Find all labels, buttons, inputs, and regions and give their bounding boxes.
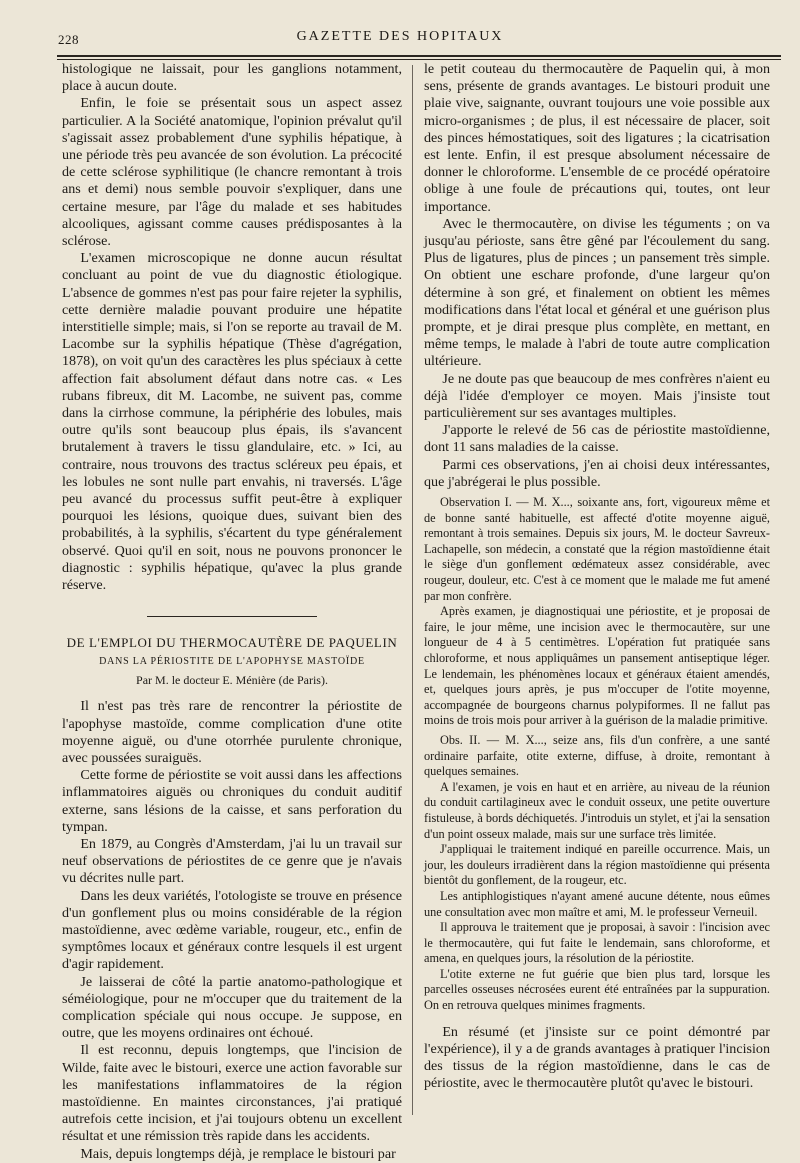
paragraph: Dans les deux variétés, l'otologiste se trouve en présence d'un gonflement plus ou moins considérable de la région mastoïdienne, avec œdème variable, rougeur, etc., enfin de symptômes locaux et généraux contre lesquels il est urgent d'agir rapidement. — [62, 887, 402, 973]
observation-paragraph: Il approuva le traitement que je proposai, à savoir : l'incision avec le thermocautère, qui fut faite le lendemain, sans chloroforme, et amena, en quelques jours, la résolution de la périostite. — [424, 920, 770, 966]
paragraph: Je laisserai de côté la partie anatomo-pathologique et séméiologique, pour ne m'occuper que du traitement de la complication spéciale qui nous occupe. Je suppose, en outre, que les moyens ordinaires ont échoué. — [62, 973, 402, 1042]
paragraph: Enfin, le foie se présentait sous un aspect assez particulier. A la Société anatomique, l'opinion prévalut qu'il s'agissait assez probablement d'une syphilis hépatique, à une période très peu avancée de son évolution. La précocité de cette sclérose syphilitique (le chancre remontant à trois ans et demi) nous semble pouvoir s'expliquer, dans une certaine mesure, par l'âge du malade et ses habitudes alcooliques, agissant comme causes prédisposantes à la sclérose. — [62, 95, 402, 250]
header-rule-thin — [57, 59, 781, 60]
paragraph: histologique ne laissait, pour les ganglions notamment, place à aucun doute. — [62, 61, 402, 95]
article-author: Par M. le docteur E. Ménière (de Paris). — [136, 673, 328, 688]
observation-paragraph: Après examen, je diagnostiquai une périostite, et je proposai de faire, le jour même, une incision avec le thermocautère, sur une longueur de 4 à 5 centimètres. L'opération fut pratiquée sans chloroforme, et nous appliquâmes un pansement antiseptique léger. Le lendemain, les phénomènes locaux et généraux étaient amendés, et, quelques jours après, je pus m'occuper de l'otite moyenne, accompagnée de bourgeons charnus polypiformes. Il ne fallut pas moins de trois mois pour arriver à la guérison de la maladie primitive. — [424, 604, 770, 728]
conclusion-paragraph: En résumé (et j'insiste sur ce point démontré par l'expérience), il y a de grands avantages à pratiquer l'incision des tissus de la région mastoïdienne, dans le cas de périostite, avec le thermocautère plutôt qu'avec le bistouri. — [424, 1023, 770, 1092]
paragraph: Avec le thermocautère, on divise les téguments ; on va jusqu'au périoste, sans être gêné par l'écoulement du sang. Plus de ligatures, plus de pinces ; un pansement très simple. On obtient une eschare profonde, d'une largeur qu'on détermine à son gré, et finalement on obtient les mêmes modifications dans l'état local et général et une guérison plus prompte, et je dirai presque plus complète, en mettant, en même temps, le malade à l'abri de toute autre complication ultérieure. — [424, 215, 770, 370]
paragraph: Je ne doute pas que beaucoup de mes confrères n'aient eu déjà l'idée d'employer ce moyen. Mais j'insiste tout particulièrement sur ses avantages multiples. — [424, 370, 770, 422]
column-divider — [412, 65, 413, 1115]
paragraph: Mais, depuis longtemps déjà, je remplace le bistouri par — [80, 1145, 396, 1162]
observation-paragraph: Les antiphlogistiques n'ayant amené aucune détente, nous eûmes une consultation avec mon maître et ami, M. le professeur Verneuil. — [424, 888, 770, 919]
observation-paragraph: J'appliquai le traitement indiqué en pareille occurrence. Mais, un jour, les douleurs irradièrent dans la région mastoïdienne qui présenta bientôt du gonflement, de la rougeur, etc. — [424, 842, 770, 888]
journal-title: GAZETTE DES HOPITAUX — [296, 29, 504, 44]
paragraph: Parmi ces observations, j'en ai choisi deux intéressantes, que j'abrégerai le plus possible. — [424, 456, 770, 490]
observation-paragraph: A l'examen, je vois en haut et en arrière, au niveau de la réunion du conduit cartilagineux avec le conduit osseux, une petite ouverture fistuleuse, à bords déchiquetés. J'introduis un stylet, et j'ai la sensation d'un point osseux malade, mais sur une surface très limitée. — [424, 779, 770, 841]
paragraph: Il n'est pas très rare de rencontrer la périostite de l'apophyse mastoïde, comme complication d'une otite moyenne aiguë, ou d'une otorrhée purulente chronique, avec poussées suraiguës. — [62, 698, 402, 766]
observation-paragraph: L'otite externe ne fut guérie que bien plus tard, lorsque les parcelles osseuses nécrosées eurent été entraînées par la suppuration. On en retrouva quelques minimes fragments. — [424, 966, 770, 1013]
observation-paragraph: Obs. II. — M. X..., seize ans, fils d'un confrère, a une santé ordinaire parfaite, otite externe, diffuse, à droite, remontant à quelques semaines. — [424, 732, 770, 779]
page-number: 228 — [58, 32, 79, 47]
header-rule — [57, 55, 781, 57]
section-separator — [62, 604, 402, 622]
paragraph: L'examen microscopique ne donne aucun résultat concluant au point de vue du diagnostic étiologique. L'absence de gommes n'est pas pour faire rejeter la syphilis, cette dernière maladie pouvant produire une hépatite interstitielle simple; mais, si l'on se reporte au travail de M. Lacombe sur la syphilis hépatique (Thèse d'agrégation, 1878), on voit qu'un des caractères les plus spéciaux à cette affection fait absolument défaut dans notre cas. « Les rubans fibreux, dit M. Lacombe, ne suivent pas, comme dans la cirrhose commune, la périphérie des lobules, mais outre qu'ils sont beaucoup plus épais, ils s'avancent brutalement à travers le tissu glandulaire, etc. » Ici, au contraire, nous trouvons des tractus scléreux peu épais, et les lobules ne sont nulle part envahis, ni traversés. L'âge peu avancé du processus suffit peut-être à expliquer pourquoi les lésions, quoique dues, suivant bien des probabilités, à la syphilis, s'écartent du type généralement observé. Quoi qu'il en soit, nous ne pouvons prononcer le diagnostic : syphilis hépatique, qu'avec la plus grande réserve. — [62, 250, 402, 594]
article-title: DE L'EMPLOI DU THERMOCAUTÈRE DE PAQUELIN — [66, 635, 398, 651]
paragraph: le petit couteau du thermocautère de Paquelin qui, à mon sens, présente de grands avantages. Le bistouri produit une plaie vive, saignante, ouvrant toujours une voie possible aux micro-organismes ; de plus, il est nécessaire de placer, soit des pinces hémostatiques, soit des ligatures ; la cicatrisation est lente. Enfin, il est presque absolument nécessaire de donner le chloroforme. L'ensemble de ce procédé opératoire oblige à une foule de précautions qui, toutes, ont leur importance. — [424, 61, 770, 215]
paragraph: Cette forme de périostite se voit aussi dans les affections inflammatoires aiguës ou chroniques du conduit auditif externe, sans lésions de la caisse, et sans perforation du tympan. — [62, 767, 402, 835]
observation-paragraph: Observation I. — M. X..., soixante ans, fort, vigoureux même et de bonne santé habituelle, est affecté d'otite moyenne aiguë, remontant à trois semaines. Depuis six jours, M. le docteur Savreux-Lachapelle, son médecin, a constaté que la région mastoïdienne était le siège d'un gonflement œdémateux assez considérable, avec rougeur, douleur, etc. C'est à ce moment que le malade me fut amené par mon confrère. — [424, 495, 770, 603]
right-column — [424, 61, 770, 1092]
paragraph: En 1879, au Congrès d'Amsterdam, j'ai lu un travail sur neuf observations de périostites de ce genre que je n'avais vu décrites nulle part. — [62, 835, 402, 887]
paragraph: Il est reconnu, depuis longtemps, que l'incision de Wilde, faite avec le bistouri, exerce une action favorable sur les manifestations inflammatoires de la région mastoïdienne. En maintes circonstances, j'ai pratiqué autrefois cette incision, et j'ai toujours obtenu un excellent résultat et une rémission très rapide dans les accidents. — [62, 1042, 402, 1145]
left-column — [62, 61, 402, 1163]
article-subtitle: DANS LA PÉRIOSTITE DE L'APOPHYSE MASTOÏDE — [99, 656, 365, 668]
paragraph: J'apporte le relevé de 56 cas de périostite mastoïdienne, dont 11 sans maladies de la caisse. — [424, 422, 770, 456]
